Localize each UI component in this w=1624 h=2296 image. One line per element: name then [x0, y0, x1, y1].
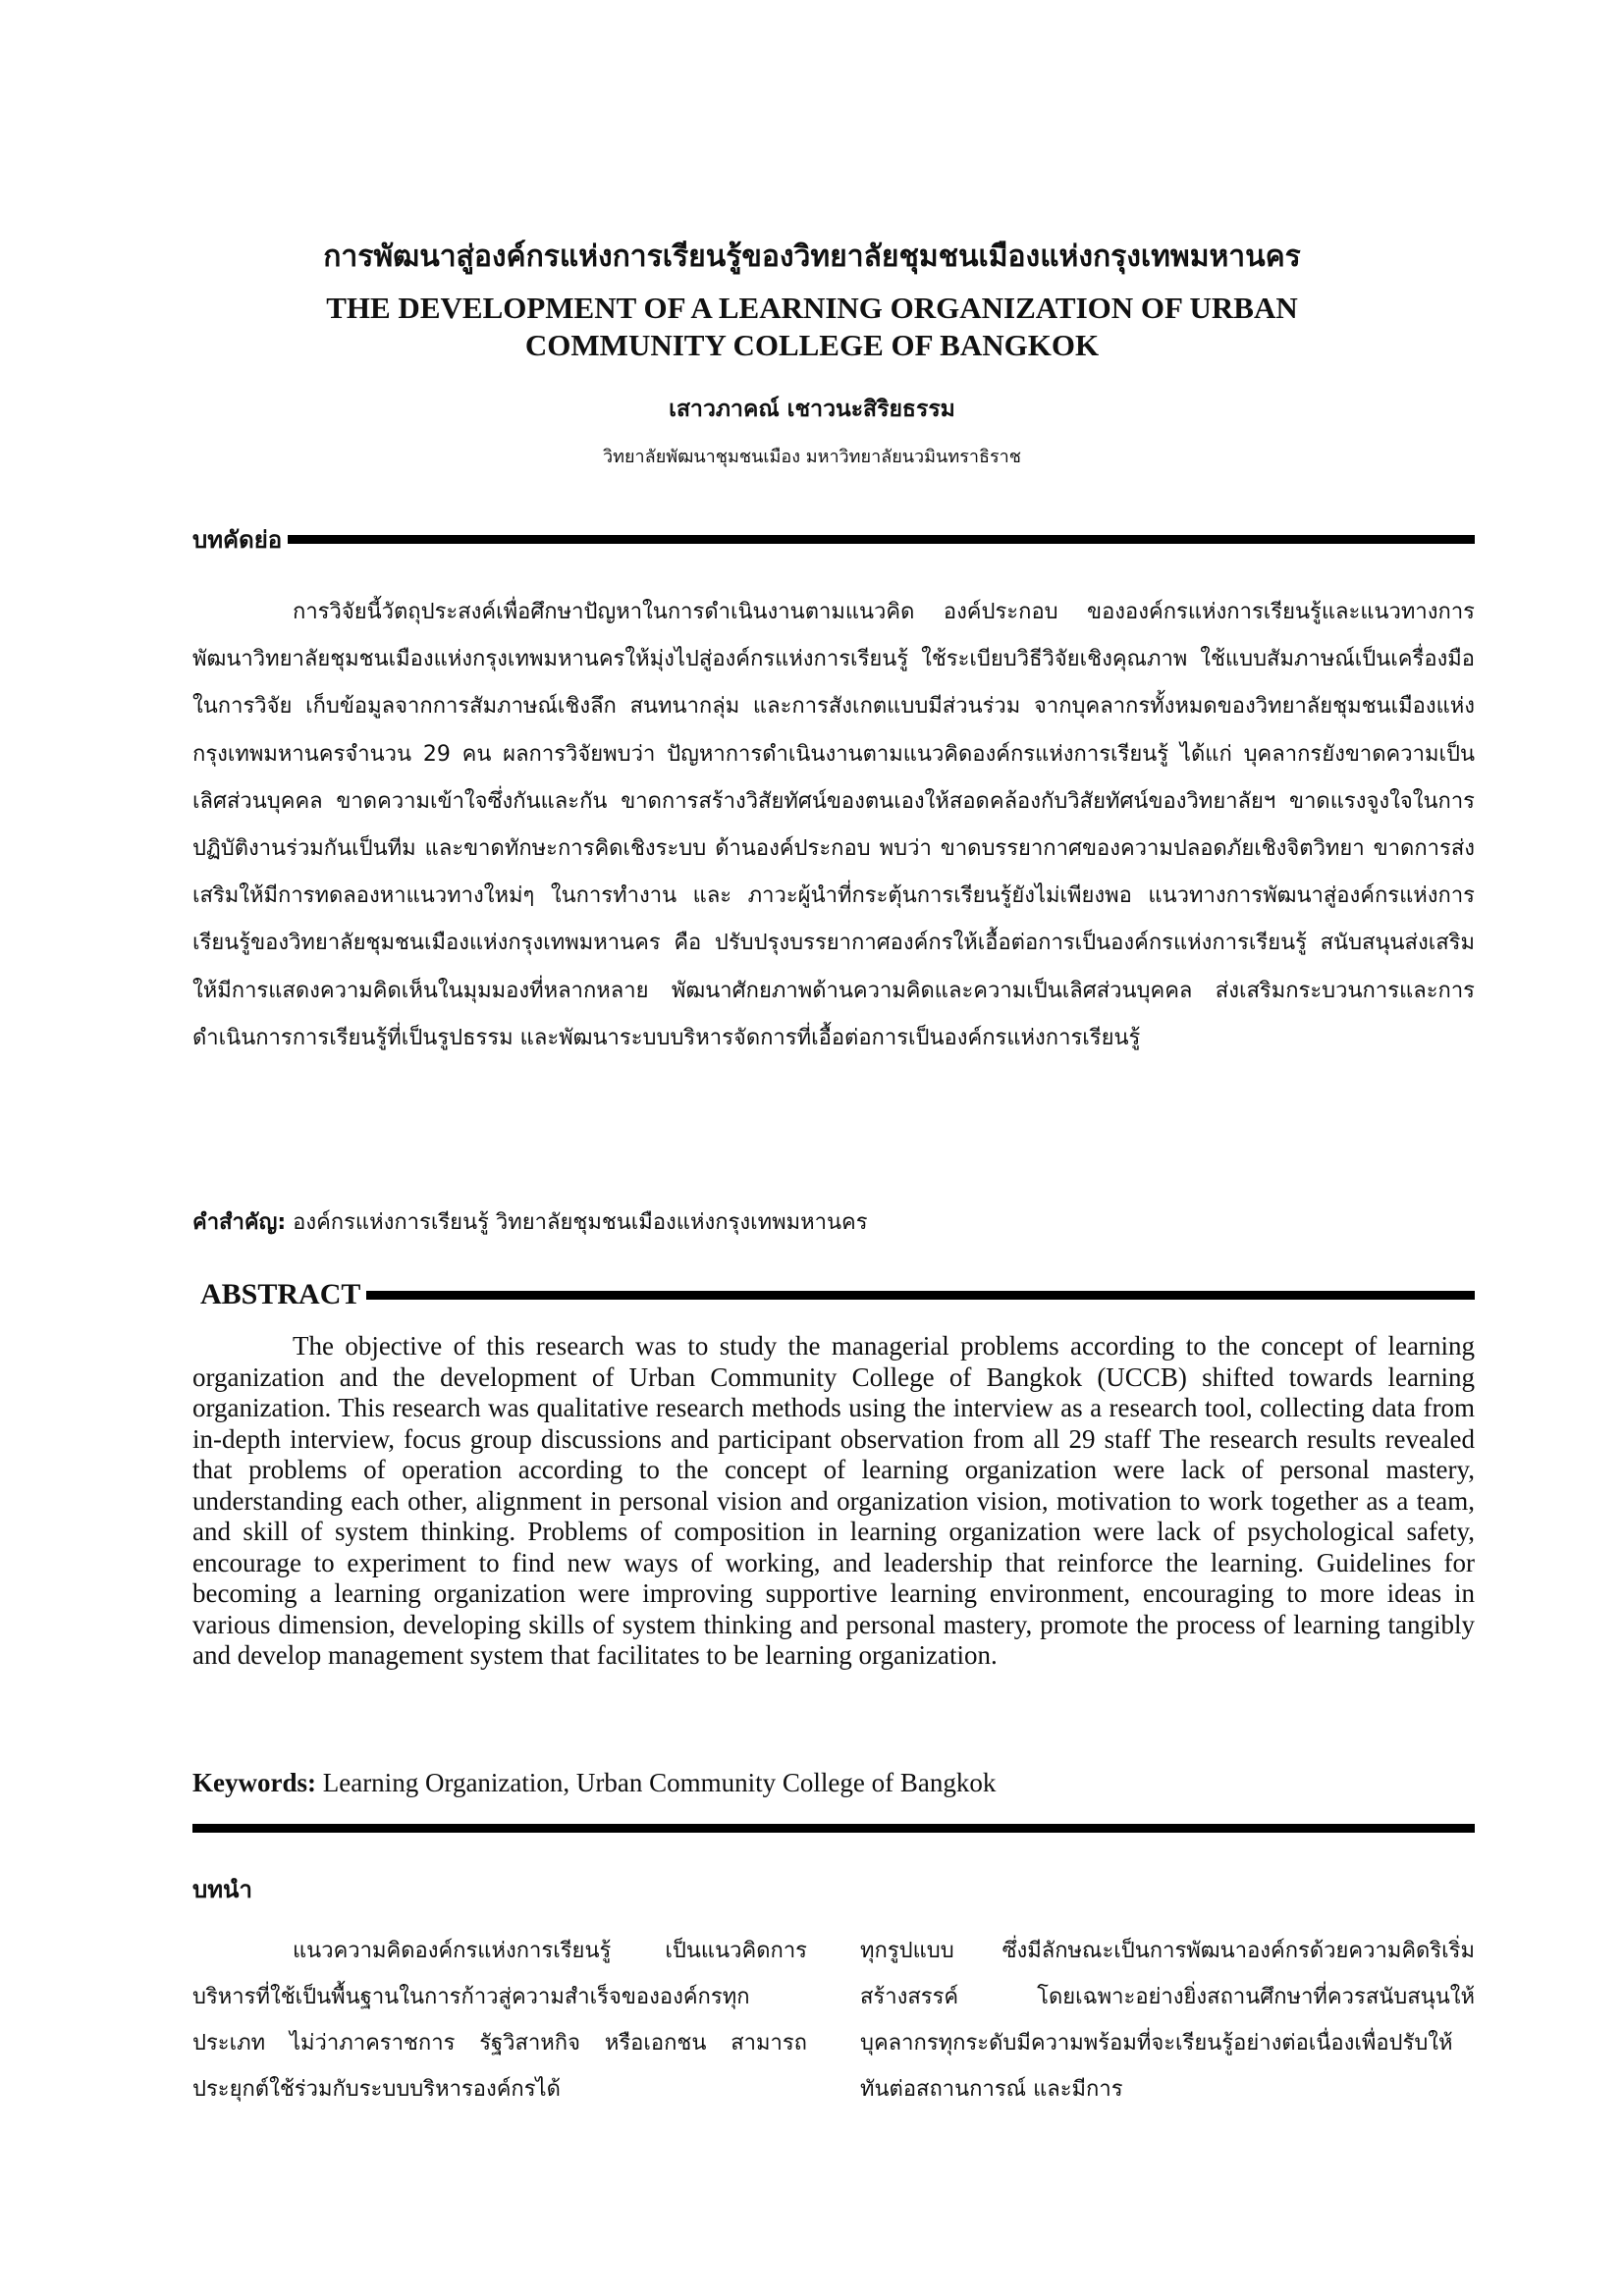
english-title-line-2: COMMUNITY COLLEGE OF BANGKOK: [524, 328, 1100, 362]
english-keywords: [192, 1763, 1475, 1802]
english-abstract-heading-row: [200, 1278, 1475, 1311]
english-title-line-1: THE DEVELOPMENT OF A LEARNING ORGANIZATION OF URBAN: [326, 291, 1298, 325]
thai-keywords-label: คำสำคัญ:: [192, 1210, 287, 1235]
introduction-right-column: ทุกรูปแบบ ซึ่งมีลักษณะเป็นการพัฒนาองค์กรด้วยความคิดริเริ่มสร้างสรรค์ โดยเฉพาะอย่างยิ่งสถานศึกษาที่ควรสนับสนุนให้บุคลากรทุกระดับมีความพร้อมที่จะเรียนรู้อย่างต่อเนื่องเพื่อปรับให้ทันต่อสถานการณ์ และมีการ: [860, 1939, 1475, 2102]
thai-abstract-heading: บทคัดย่อ: [192, 526, 283, 554]
thai-abstract-heading-row: [192, 520, 1475, 559]
author-name: เสาวภาคณ์ เชาวนะสิริยธรรม: [669, 397, 955, 422]
english-title: [245, 290, 1379, 364]
english-abstract-heading: ABSTRACT: [200, 1278, 361, 1310]
introduction-left-column: แนวความคิดองค์กรแห่งการเรียนรู้ เป็นแนวคิดการบริหารที่ใช้เป็นพื้นฐานในการก้าวสู่ความสำเร็จขององค์กรทุกประเภท ไม่ว่าภาคราชการ รัฐวิสาหกิจ หรือเอกชน สามารถประยุกต์ใช้ร่วมกับระบบบริหารองค์กรได้: [192, 1939, 807, 2102]
thai-keywords-text: องค์กรแห่งการเรียนรู้ วิทยาลัยชุมชนเมืองแห่งกรุงเทพมหานคร: [286, 1210, 868, 1235]
english-keywords-text: Learning Organization, Urban Community College of Bangkok: [315, 1768, 997, 1797]
english-abstract-body: The objective of this research was to study the managerial problems according to the concept of learning organization and the development of Urban Community College of Bangkok (UCCB) shifted towards learning organization. This research was qualitative research methods using the interview as a research tool, collecting data from in-depth interview, focus group discussions and participant observation from all 29 staff The research results revealed that problems of operation according to the concept of learning organization were lack of personal mastery, understanding each other, alignment in personal vision and organization vision, motivation to work together as a team, and skill of system thinking. Problems of composition in learning organization were lack of psychological safety, encourage to experiment to find new ways of working, and leadership that reinforce the learning. Guidelines for becoming a learning organization were improving supportive learning environment, encouraging to more ideas in various dimension, developing skills of system thinking and personal mastery, promote the process of learning tangibly and develop management system that facilitates to be learning organization.: [192, 1331, 1475, 1670]
thai-keywords: [192, 1203, 1475, 1243]
thai-title: การพัฒนาสู่องค์กรแห่งการเรียนรู้ของวิทยาลัยชุมชนเมืองแห่งกรุงเทพมหานคร: [323, 240, 1301, 274]
heading-rule: [366, 1291, 1475, 1300]
author-affiliation: วิทยาลัยพัฒนาชุมชนเมือง มหาวิทยาลัยนวมินทราธิราช: [603, 447, 1021, 467]
introduction-heading: บทนำ: [192, 1876, 252, 1903]
section-divider-rule: [192, 1824, 1475, 1833]
thai-abstract-body: การวิจัยนี้วัตถุประสงค์เพื่อศึกษาปัญหาในการดำเนินงานตามแนวคิด องค์ประกอบ ขององค์กรแห่งการเรียนรู้และแนวทางการพัฒนาวิทยาลัยชุมชนเมืองแห่งกรุงเทพมหานครให้มุ่งไปสู่องค์กรแห่งการเรียนรู้ ใช้ระเบียบวิธีวิจัยเชิงคุณภาพ ใช้แบบสัมภาษณ์เป็นเครื่องมือในการวิจัย เก็บข้อมูลจากการสัมภาษณ์เชิงลึก สนทนากลุ่ม และการสังเกตแบบมีส่วนร่วม จากบุคลากรทั้งหมดของวิทยาลัยชุมชนเมืองแห่งกรุงเทพมหานครจำนวน 29 คน ผลการวิจัยพบว่า ปัญหาการดำเนินงานตามแนวคิดองค์กรแห่งการเรียนรู้ ได้แก่ บุคลากรยังขาดความเป็นเลิศส่วนบุคคล ขาดความเข้าใจซึ่งกันและกัน ขาดการสร้างวิสัยทัศน์ของตนเองให้สอดคล้องกับวิสัยทัศน์ของวิทยาลัยฯ ขาดแรงจูงใจในการปฏิบัติงานร่วมกันเป็นทีม และขาดทักษะการคิดเชิงระบบ ด้านองค์ประกอบ พบว่า ขาดบรรยากาศของความปลอดภัยเชิงจิตวิทยา ขาดการส่งเสริมให้มีการทดลองหาแนวทางใหม่ๆ ในการทำงาน และ ภาวะผู้นำที่กระตุ้นการเรียนรู้ยังไม่เพียงพอ แนวทางการพัฒนาสู่องค์กรแห่งการเรียนรู้ของวิทยาลัยชุมชนเมืองแห่งกรุงเทพมหานคร คือ ปรับปรุงบรรยากาศองค์กรให้เอื้อต่อการเป็นองค์กรแห่งการเรียนรู้ สนับสนุนส่งเสริมให้มีการแสดงความคิดเห็นในมุมมองที่หลากหลาย พัฒนาศักยภาพด้านความคิดและความเป็นเลิศส่วนบุคคล ส่งเสริมกระบวนการและการดำเนินการการเรียนรู้ที่เป็นรูปธรรม และพัฒนาระบบบริหารจัดการที่เอื้อต่อการเป็นองค์กรแห่งการเรียนรู้: [192, 600, 1475, 1050]
heading-rule: [288, 535, 1475, 544]
english-keywords-label: Keywords:: [192, 1768, 316, 1797]
